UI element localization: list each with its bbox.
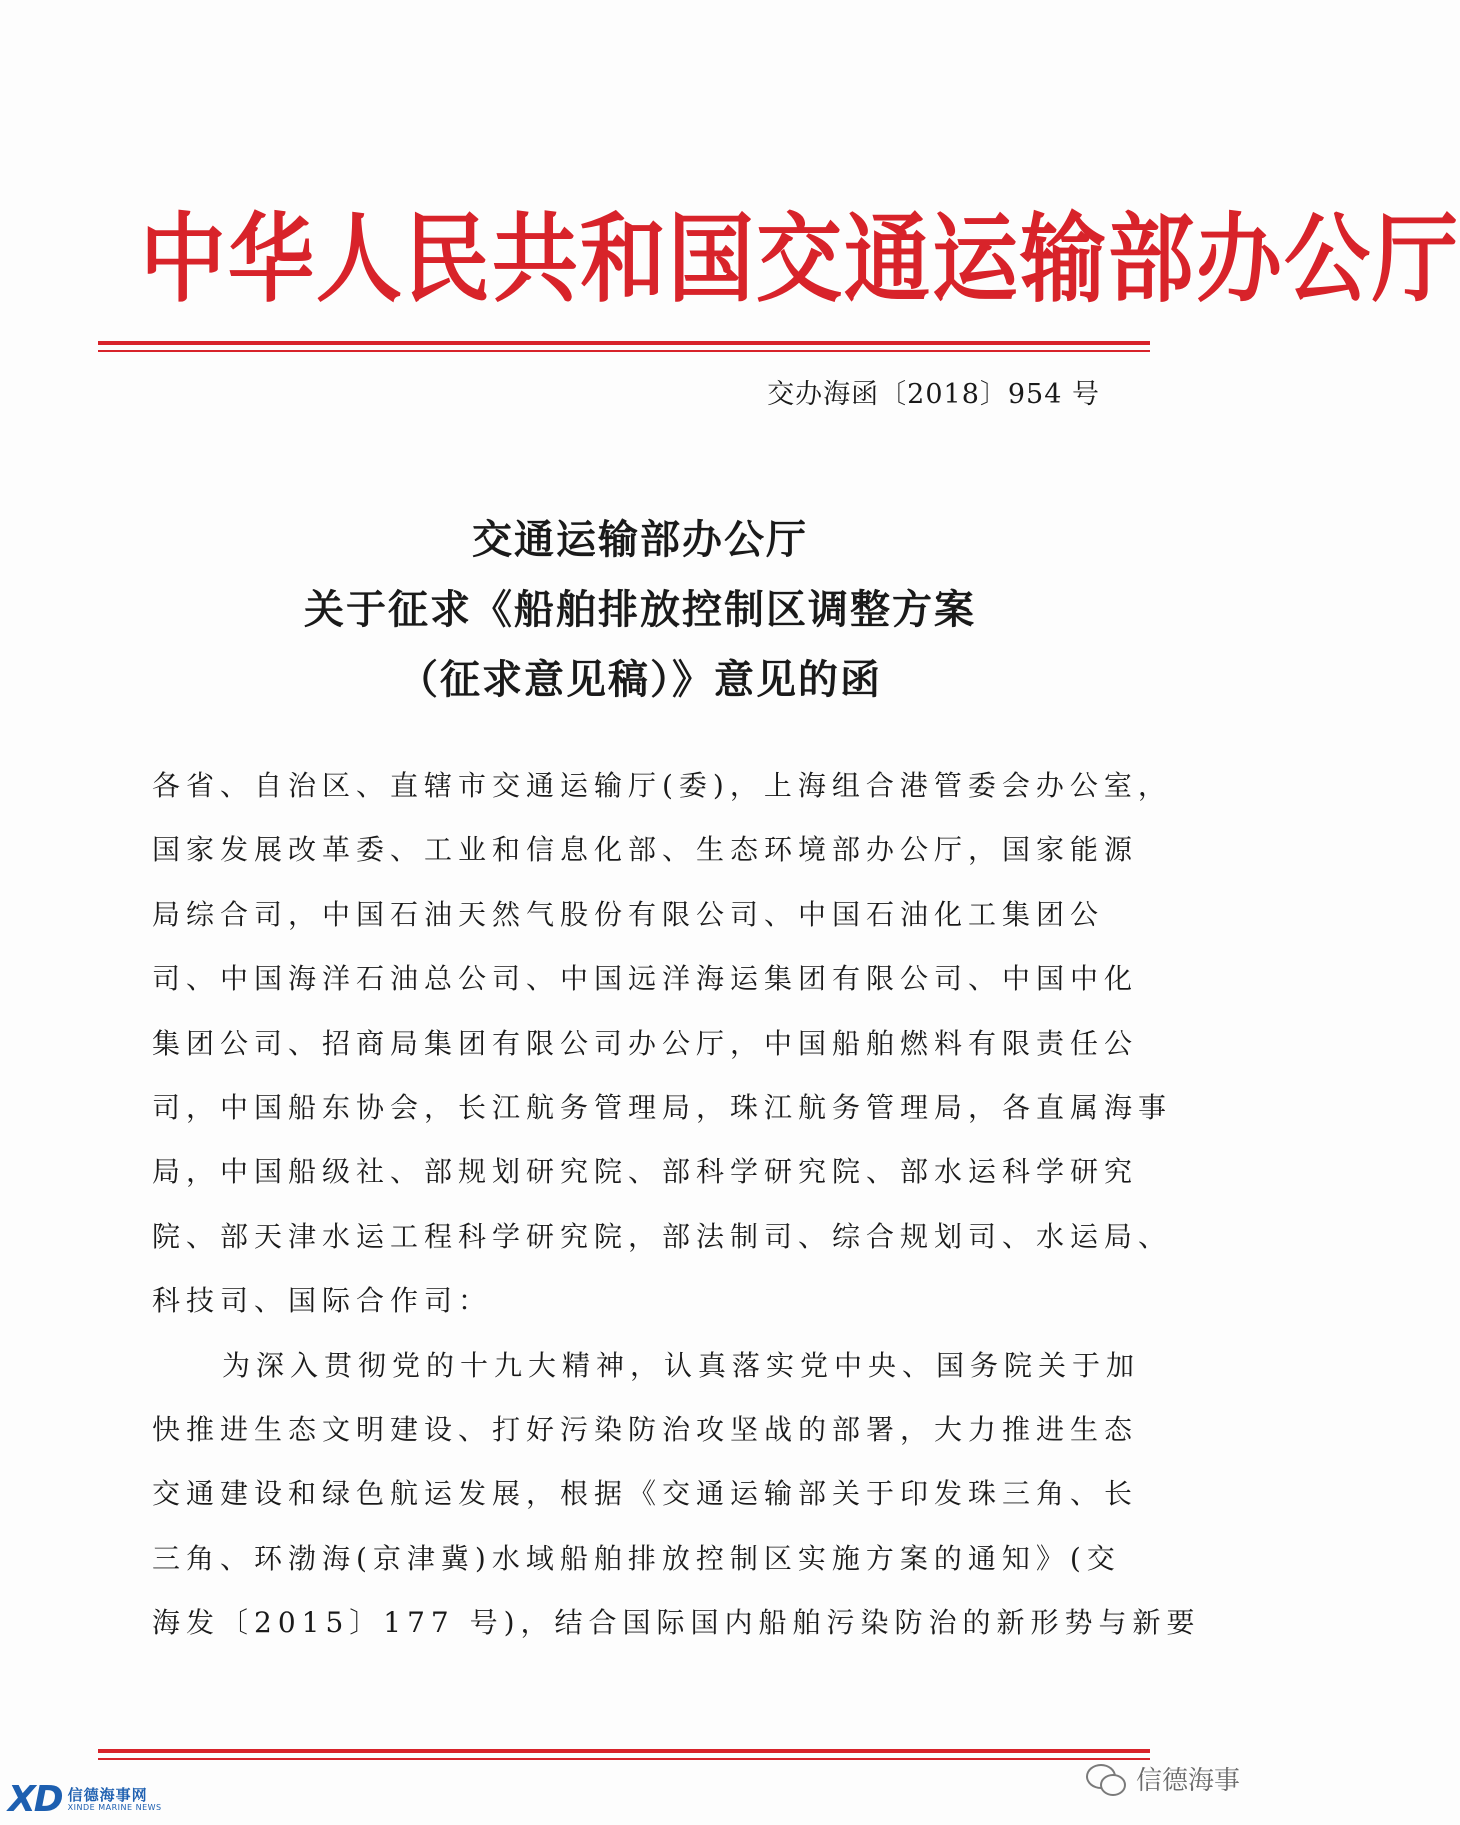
body-line: 司，中国船东协会，长江航务管理局，珠江航务管理局，各直属海事 — [152, 1090, 1173, 1124]
body-line: 国家发展改革委、工业和信息化部、生态环境部办公厅，国家能源 — [152, 833, 1139, 867]
site-logo — [8, 1779, 162, 1820]
red-rule-bottom-thin — [98, 1758, 1150, 1760]
wechat-watermark — [1086, 1760, 1240, 1797]
body-line: 三角、环渤海(京津冀)水域船舶排放控制区实施方案的通知》(交 — [152, 1541, 1121, 1575]
letter-body — [152, 754, 1201, 1655]
red-rule-bottom-thick — [98, 1749, 1150, 1753]
logo-mark: XD — [8, 1779, 62, 1820]
wechat-icon — [1086, 1762, 1126, 1796]
document-number: 交办海函〔2018〕954 号 — [767, 379, 1100, 410]
body-line: 集团公司、招商局集团有限公司办公厅，中国船舶燃料有限责任公 — [152, 1026, 1139, 1060]
body-line: 为深入贯彻党的十九大精神，认真落实党中央、国务院关于加 — [222, 1348, 1141, 1382]
body-line: 交通建设和绿色航运发展，根据《交通运输部关于印发珠三角、长 — [152, 1477, 1139, 1511]
title-line: （征求意见稿）》意见的函 — [398, 657, 882, 703]
body-line: 科技司、国际合作司： — [152, 1284, 493, 1318]
masthead-title: 中华人民共和国交通运输部办公厅 — [140, 204, 1460, 317]
watermark-label: 信德海事 — [1135, 1766, 1240, 1796]
title-line: 关于征求《船舶排放控制区调整方案 — [304, 587, 976, 633]
body-line: 院、部天津水运工程科学研究院，部法制司、综合规划司、水运局、 — [152, 1219, 1173, 1253]
logo-name-en: XINDE MARINE NEWS — [67, 1802, 162, 1812]
red-rule-top-thin — [98, 350, 1150, 352]
red-rule-top-thick — [98, 341, 1150, 345]
body-line: 局综合司，中国石油天然气股份有限公司、中国石油化工集团公 — [152, 897, 1105, 931]
body-line: 快推进生态文明建设、打好污染防治攻坚战的部署，大力推进生态 — [152, 1412, 1139, 1446]
title-line: 交通运输部办公厅 — [472, 517, 808, 563]
body-line: 司、中国海洋石油总公司、中国远洋海运集团有限公司、中国中化 — [152, 962, 1139, 996]
body-line: 海发〔2015〕177 号)，结合国际国内船舶污染防治的新形势与新要 — [152, 1606, 1201, 1640]
body-line: 局，中国船级社、部规划研究院、部科学研究院、部水运科学研究 — [152, 1155, 1139, 1189]
logo-name-cn: 信德海事网 — [67, 1785, 148, 1804]
body-line: 各省、自治区、直辖市交通运输厅(委)，上海组合港管委会办公室， — [152, 769, 1172, 802]
letter-title — [120, 505, 1160, 715]
